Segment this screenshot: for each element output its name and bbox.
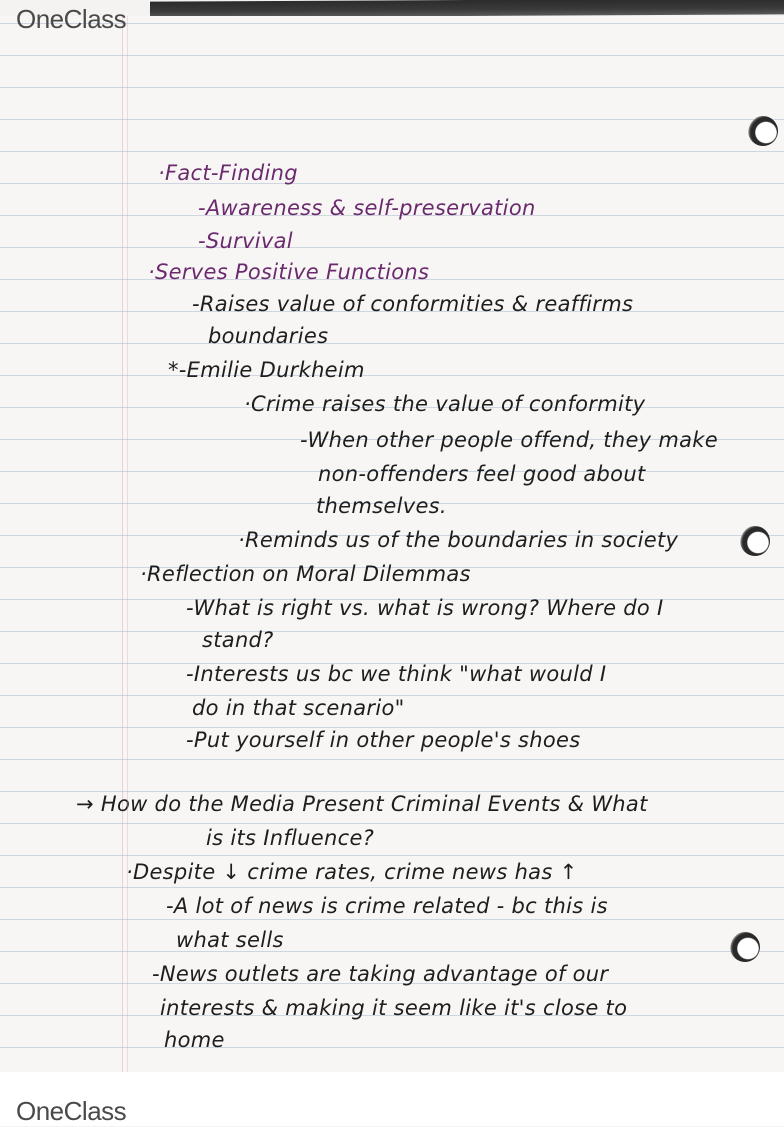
binder-hole-middle bbox=[740, 526, 770, 556]
oneclass-logo-top: OneClass bbox=[16, 4, 127, 34]
note-line: -News outlets are taking advantage of our bbox=[152, 962, 609, 986]
note-line: -What is right vs. what is wrong? Where do I bbox=[186, 596, 664, 620]
note-line: -Survival bbox=[198, 229, 293, 253]
binder-hole-bottom bbox=[730, 932, 760, 962]
binder-hole-top bbox=[748, 116, 778, 146]
note-line: -A lot of news is crime related - bc this is bbox=[166, 894, 608, 918]
note-line: -Interests us bc we think "what would I bbox=[186, 662, 607, 686]
note-line: -Awareness & self-preservation bbox=[198, 196, 536, 220]
notebook-top-edge bbox=[150, 0, 784, 18]
note-line: ·Serves Positive Functions bbox=[148, 260, 430, 284]
note-line: themselves. bbox=[316, 494, 447, 518]
notebook-page bbox=[0, 16, 784, 1072]
note-line: home bbox=[164, 1028, 225, 1052]
note-line: -When other people offend, they make bbox=[300, 428, 718, 452]
note-line: -Put yourself in other people's shoes bbox=[186, 728, 581, 752]
note-line: *-Emilie Durkheim bbox=[168, 358, 365, 382]
note-line: boundaries bbox=[208, 324, 329, 348]
oneclass-logo-bottom: OneClass bbox=[16, 1096, 127, 1126]
note-line: -Raises value of conformities & reaffirms bbox=[192, 292, 634, 316]
note-line: ·Fact-Finding bbox=[158, 161, 298, 185]
note-line: is its Influence? bbox=[206, 826, 375, 850]
note-line: stand? bbox=[202, 628, 274, 652]
note-line: do in that scenario" bbox=[192, 696, 405, 720]
note-line: what sells bbox=[176, 928, 284, 952]
note-line: ·Reminds us of the boundaries in society bbox=[238, 528, 679, 552]
note-line: non-offenders feel good about bbox=[318, 462, 646, 486]
note-line: → How do the Media Present Criminal Events & What bbox=[76, 792, 648, 816]
note-line: ·Reflection on Moral Dilemmas bbox=[140, 562, 471, 586]
note-line: interests & making it seem like it's close to bbox=[160, 996, 628, 1020]
note-line: ·Crime raises the value of conformity bbox=[244, 392, 646, 416]
note-line: ·Despite ↓ crime rates, crime news has ↑ bbox=[126, 860, 578, 884]
